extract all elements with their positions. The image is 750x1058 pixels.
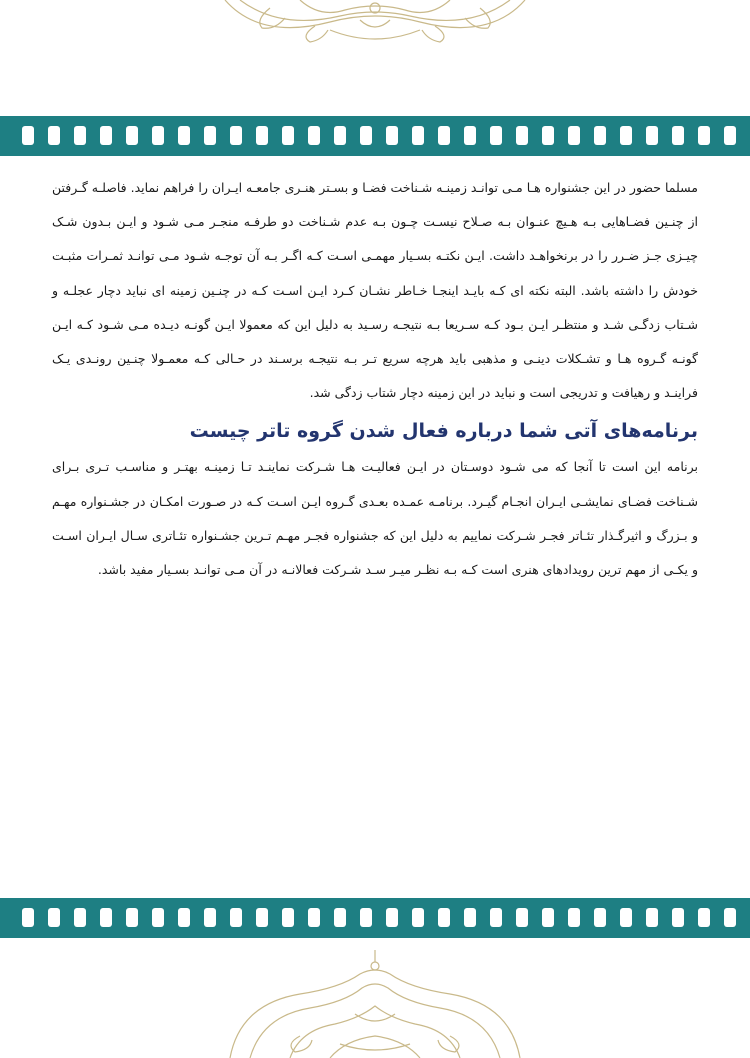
film-hole [386,908,398,927]
film-hole [568,126,580,145]
film-hole [490,126,502,145]
film-hole [594,908,606,927]
film-hole [360,126,372,145]
film-hole [724,126,736,145]
film-hole [230,908,242,927]
film-hole [386,126,398,145]
film-hole [334,908,346,927]
film-hole [412,908,424,927]
film-hole [698,908,710,927]
film-hole [698,126,710,145]
film-hole [646,126,658,145]
film-hole [100,126,112,145]
film-hole [360,908,372,927]
film-hole [126,908,138,927]
film-hole [22,908,34,927]
film-hole [334,126,346,145]
film-hole [282,908,294,927]
film-hole [438,908,450,927]
film-hole [516,908,528,927]
film-hole [438,126,450,145]
film-hole [152,908,164,927]
top-arabesque-ornament [0,0,750,118]
film-hole [100,908,112,927]
film-hole [256,908,268,927]
bottom-arabesque-ornament [0,944,750,1058]
film-hole [646,908,658,927]
film-hole [22,126,34,145]
film-hole [74,908,86,927]
film-hole [464,126,476,145]
film-hole [724,908,736,927]
film-hole [256,126,268,145]
body-paragraph-1: مسلما حضور در این جشنواره هـا مـی توانـد زمینـه شـناخت فضـا و بسـتر هنـری جامعـه ایـران را فراهم نماید. فاصلـه گـرفتن از چنـین فضـاهایی بـه هـیچ عنـوان بـه صـلاح نیسـت چـون بـه عدم شـناخت دو طرفـه منجـر مـی شـود و ایـن بـدون شـک چیـزی جـز ضـرر را در برنخواهـد داشت. ایـن نکتـه بسـیار مهمـی اسـت کـه اگـر بـه آن توجـه شـود مـی توانـد ثمـرات مثبـت خودش را داشته باشد. البته نکته ای کـه بایـد اینجـا خـاطر نشـان کـرد ایـن اسـت کـه در چنـین زمینه ای نباید دچار عجلـه و شـتاب زدگـی شـد و منتظـر ایـن بـود کـه سـریعا بـه نتیجـه رسـید به دلیل این که معمولا ایـن گونـه دیـده مـی شـود کـه ایـن گونـه گـروه هـا و تشـکلات دینـی و مذهبی باید هرچه سریع تـر بـه نتیجـه برسـند در حـالی کـه معمـولا چنـین رونـدی یـک فراینـد و رهیافت و تدریجی است و نباید در این زمینه دچار شتاب زدگی شد. [52,180,698,401]
film-hole [308,908,320,927]
film-hole [204,126,216,145]
film-hole [412,126,424,145]
film-hole [672,126,684,145]
film-hole [126,126,138,145]
film-hole [568,908,580,927]
body-paragraph-2: برنامه این است تا آنجا که می شـود دوسـتان در ایـن فعالیـت هـا شـرکت نماینـد تـا زمینـه بهتـر و مناسـب تـری بـرای شـناخت فضـای نمایشـی ایـران انجـام گیـرد. برنامـه عمـده بعـدی گـروه ایـن اسـت کـه در صـورت امکـان در جشـنواره مهـم و بـزرگ و اثیرگـذار تئـاتر فجـر شـرکت نماییم به دلیل این که جشنواره فجـر مهـم تـرین جشـنواره تئـاتری سـال ایـران اسـت و یکـی از مهم ترین رویدادهای هنری است کـه بـه نظـر میـر سـد شـرکت فعالانـه در آن مـی توانـد بسـیار مفید باشد. [52,459,698,578]
film-hole [620,126,632,145]
section-heading: برنامه‌های آتی شما درباره فعال شدن گروه تاتر چیست [189,420,698,443]
film-hole [308,126,320,145]
film-hole [516,126,528,145]
film-hole [152,126,164,145]
film-hole [178,908,190,927]
film-hole [490,908,502,927]
film-hole [542,908,554,927]
film-hole [178,126,190,145]
film-hole [230,126,242,145]
film-hole [672,908,684,927]
film-hole [464,908,476,927]
bottom-filmstrip-banner [0,898,750,938]
film-hole [74,126,86,145]
film-hole [282,126,294,145]
film-hole [48,126,60,145]
film-hole [620,908,632,927]
film-hole [48,908,60,927]
top-filmstrip-banner [0,116,750,156]
film-hole [594,126,606,145]
film-hole [204,908,216,927]
film-hole [542,126,554,145]
article-content [52,171,698,587]
